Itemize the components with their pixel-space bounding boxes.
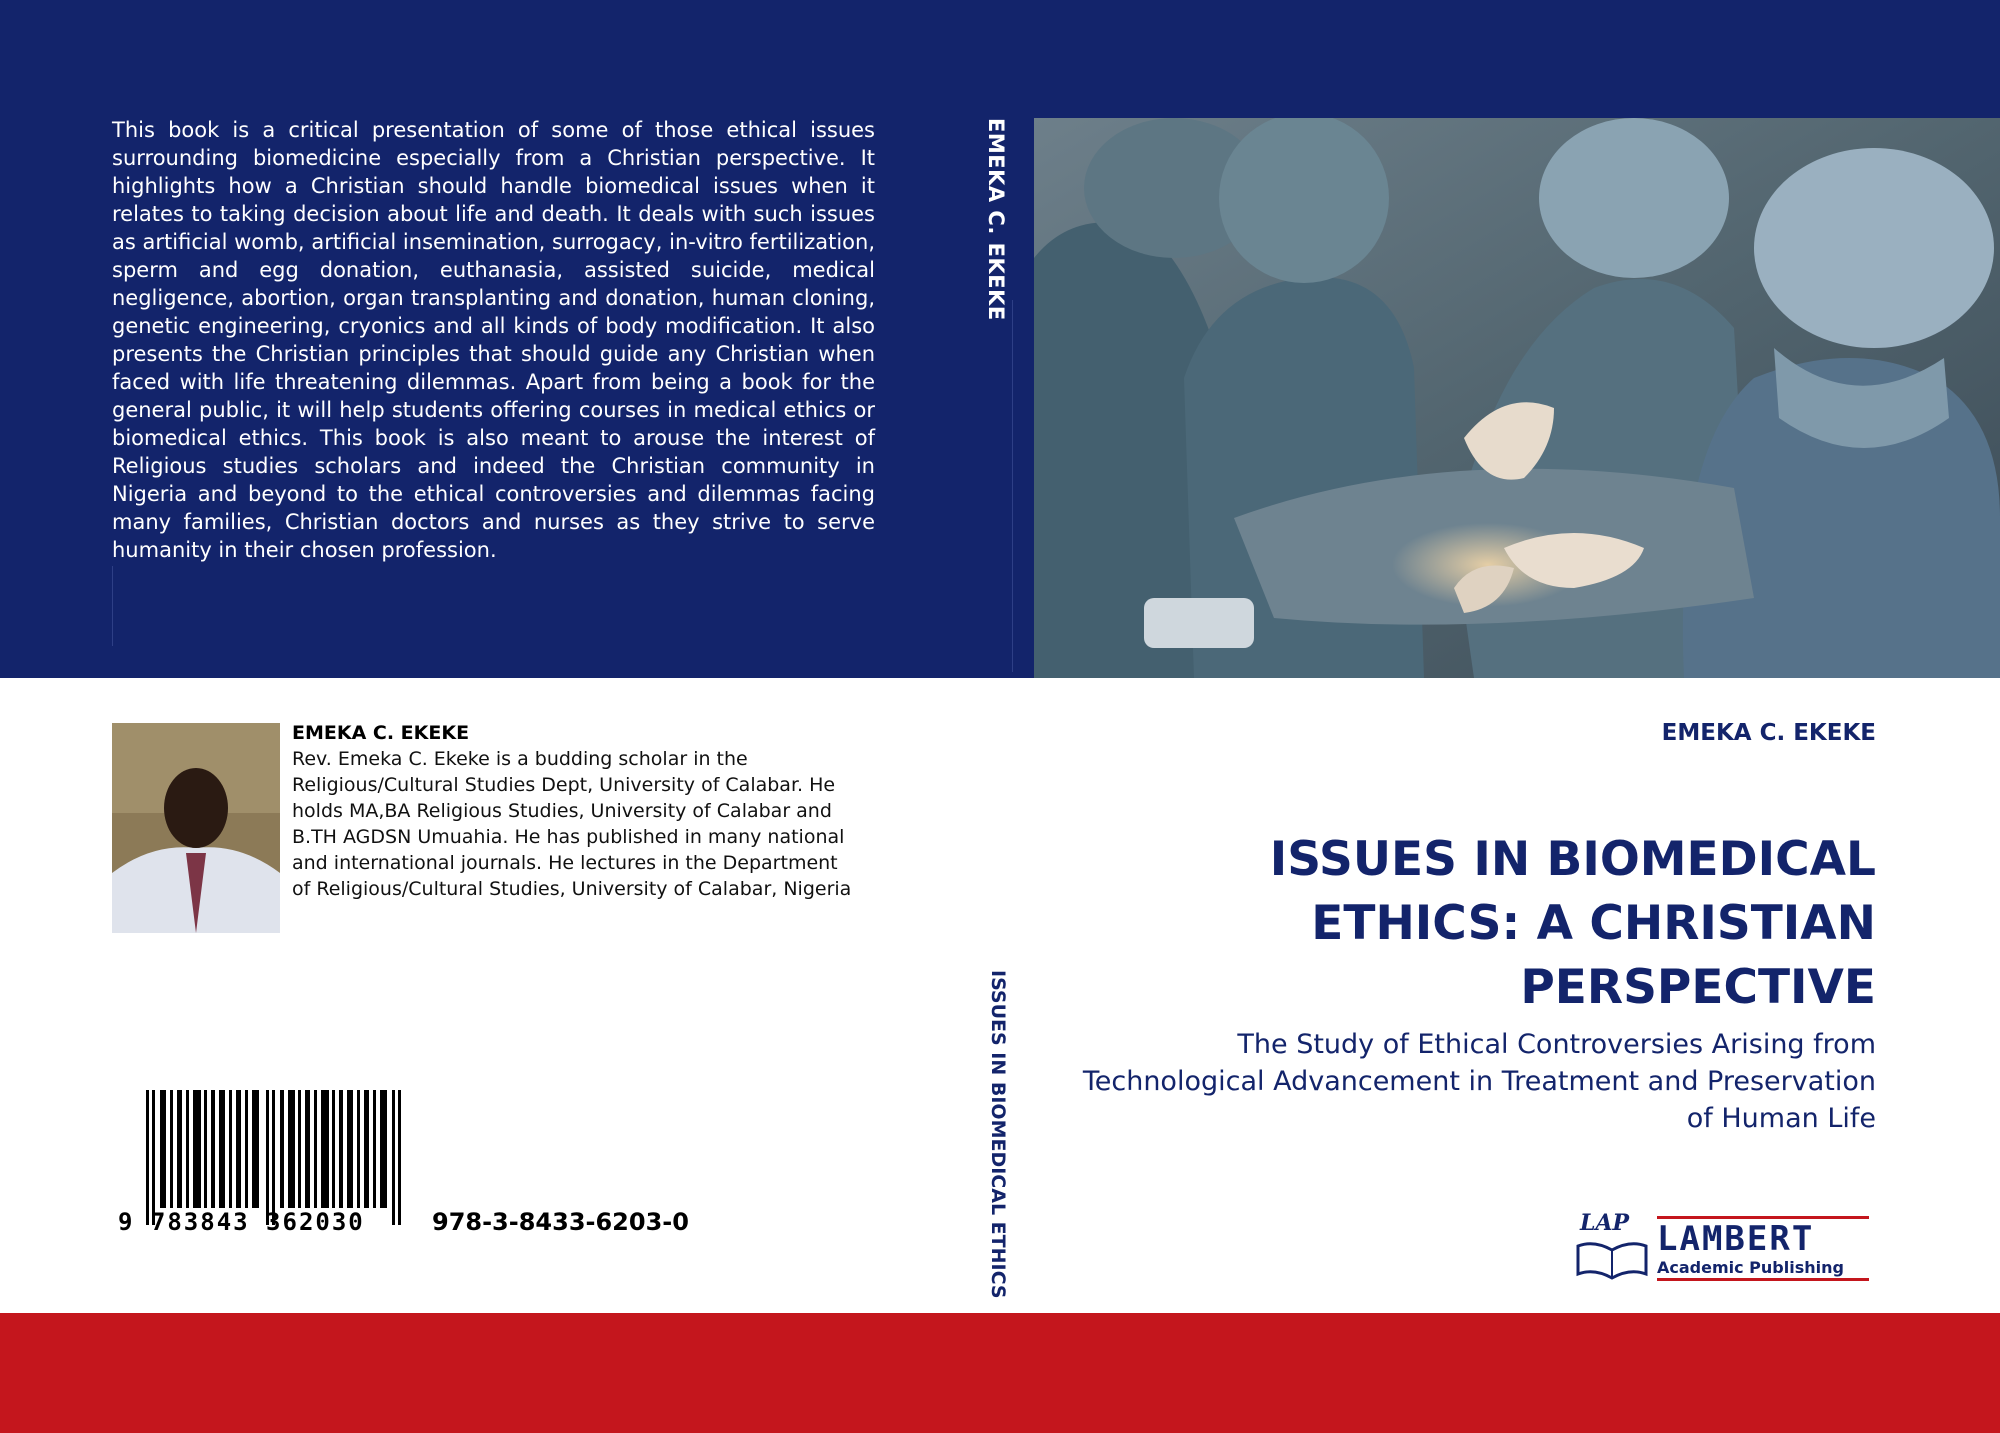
barcode <box>140 1090 408 1225</box>
book-subtitle: The Study of Ethical Controversies Arising from Technological Advancement in Treatment and Preservation of Human Life <box>1082 1029 1876 1134</box>
publisher-logo <box>1572 1210 1882 1284</box>
author-bio: Rev. Emeka C. Ekeke is a budding scholar in the Religious/Cultural Studies Dept, University of Calabar. He holds MA,BA Religious Studies, University of Calabar and B.TH AGDSN Umuahia. He has published in many national and international journals. He lectures in the Department of Religious/Cultural Studies, University of Calabar, Nigeria <box>292 748 852 900</box>
front-author: EMEKA C. EKEKE <box>1661 720 1876 746</box>
back-cover-blurb: This book is a critical presentation of some of those ethical issues surrounding biomedicine especially from a Christian perspective. It highlights how a Christian should handle biomedical issues when it relates to taking decision about life and death. It deals with such issues as artificial womb, artificial insemination, surrogacy, in-vitro fertilization, sperm and egg donation, euthanasia, assisted suicide, medical negligence, abortion, organ transplanting and donation, human cloning, genetic engineering, cryonics and all kinds of body modification. It also presents the Christian principles that should guide any Christian when faced with life threatening dilemmas. Apart from being a book for the general public, it will help students offering courses in medical ethics or biomedical ethics. This book is also meant to arouse the interest of Religious studies scholars and indeed the Christian community in Nigeria and beyond to the ethical controversies and dilemmas facing many families, Christian doctors and nurses as they strive to serve humanity in their chosen profession. <box>112 118 875 562</box>
spine-author: EMEKA C. EKEKE <box>984 118 1008 321</box>
barcode-digits: 9 783843 362030 <box>118 1208 365 1236</box>
spine-title: ISSUES IN BIOMEDICAL ETHICS <box>987 970 1009 1299</box>
publisher-subtitle: Academic Publishing <box>1657 1258 1844 1277</box>
blurb-divider <box>112 566 113 646</box>
back-author-name: EMEKA C. EKEKE <box>292 722 470 744</box>
spine-divider <box>1012 300 1013 672</box>
publisher-mark: LAP <box>1580 1210 1630 1236</box>
bottom-red-band <box>0 1313 2000 1433</box>
surgery-photo <box>1034 118 2000 678</box>
logo-rule-bottom <box>1657 1278 1869 1281</box>
open-book-icon <box>1572 1236 1652 1282</box>
author-photo <box>112 723 280 933</box>
isbn: 978-3-8433-6203-0 <box>432 1208 689 1236</box>
publisher-name: LAMBERT <box>1657 1219 1815 1259</box>
book-title: ISSUES IN BIOMEDICAL ETHICS: A CHRISTIAN PERSPECTIVE <box>1269 832 1876 1015</box>
